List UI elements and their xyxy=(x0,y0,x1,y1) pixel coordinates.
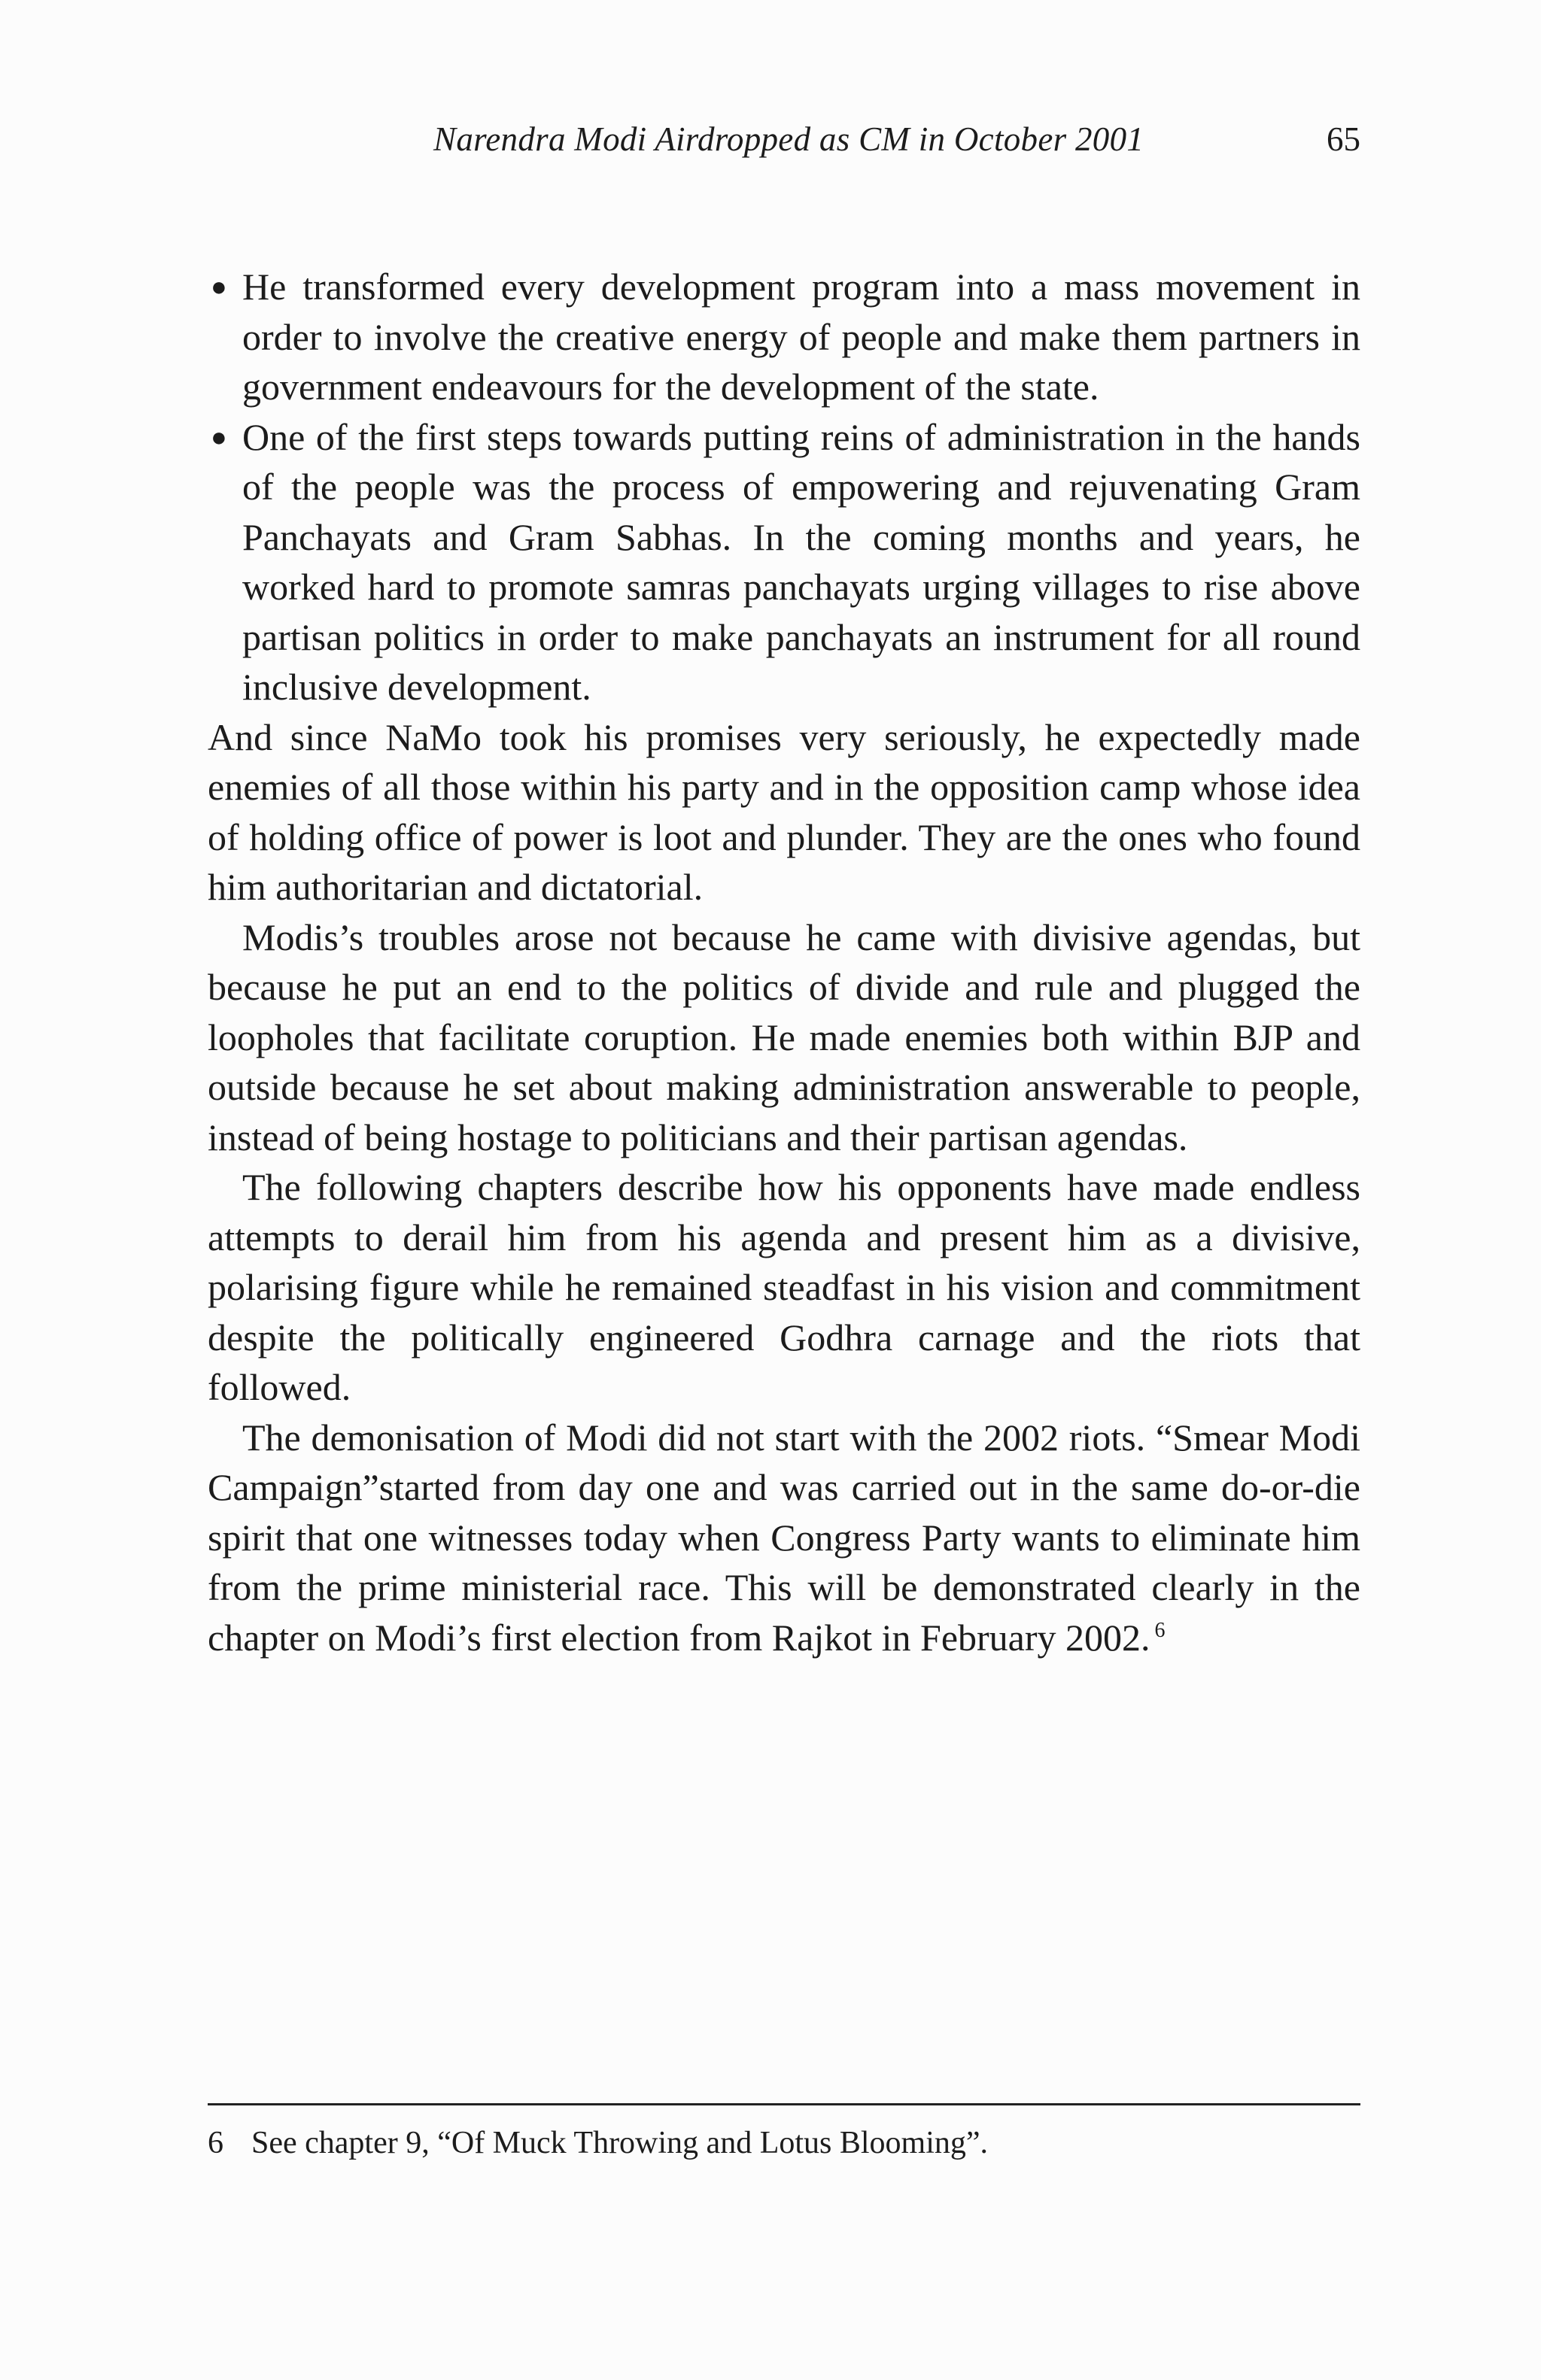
footnote-text: See chapter 9, “Of Muck Throwing and Lotus Blooming”. xyxy=(251,2126,989,2160)
bullet-text: One of the first steps towards putting reins of administration in the hands of the people was the process of empowering and rejuvenating Gram Panchayats and Gram Sabhas. In the coming months and years, he worked hard to promote samras panchayats urging villages to rise above partisan politics in order to make panchayats an instrument for all round inclusive development. xyxy=(242,415,1360,708)
footnote-divider xyxy=(208,2103,1360,2105)
bullet-item xyxy=(208,262,1360,412)
footnote-reference[interactable]: 6 xyxy=(1154,1618,1166,1642)
paragraph: The following chapters describe how his opponents have made endless attempts to derail him from his agenda and present him as a divisive, polarising figure while he remained steadfast in his vision and commitment despite the politically engineered Godhra carnage and the riots that followed. xyxy=(208,1166,1360,1408)
running-title: Narendra Modi Airdropped as CM in October 2001 xyxy=(433,120,1144,158)
footnote xyxy=(208,2121,1360,2165)
bullet-item xyxy=(208,412,1360,712)
bullet-text: He transformed every development program into a mass movement in order to involve the creative energy of people and make them partners in government endeavours for the development of the state. xyxy=(242,266,1360,408)
bullet-icon: ● xyxy=(211,272,227,302)
bullet-icon: ● xyxy=(211,421,227,452)
paragraph-text: The demonisation of Modi did not start with the 2002 riots. “Smear Modi Campaign”started from day one and was carried out in the same do-or-die spirit that one witnesses today when Congress Party wants to eliminate him from the prime ministerial race. This will be demonstrated clearly in the chapter on Modi’s first election from Rajkot in February 2002. xyxy=(208,1416,1360,1659)
footnote-number: 6 xyxy=(208,2126,223,2160)
bullet-list xyxy=(208,262,1360,712)
paragraph: Modis’s troubles arose not because he came with divisive agendas, but because he put an end to the politics of divide and rule and plugged the loopholes that facilitate coruption. He made enemies both within BJP and outside because he set about making administration answerable to people, instead of being hostage to politicians and their partisan agendas. xyxy=(208,915,1360,1158)
paragraph-with-footnote xyxy=(208,1413,1360,1663)
running-head xyxy=(208,113,1360,165)
body-text xyxy=(208,262,1360,1662)
paragraph: And since NaMo took his promises very seriously, he expectedly made enemies of all those within his party and in the opposition camp whose idea of holding office of power is loot and plunder. They are the ones who found him authoritarian and dictatorial. xyxy=(208,715,1360,908)
page-number: 65 xyxy=(1327,120,1360,158)
